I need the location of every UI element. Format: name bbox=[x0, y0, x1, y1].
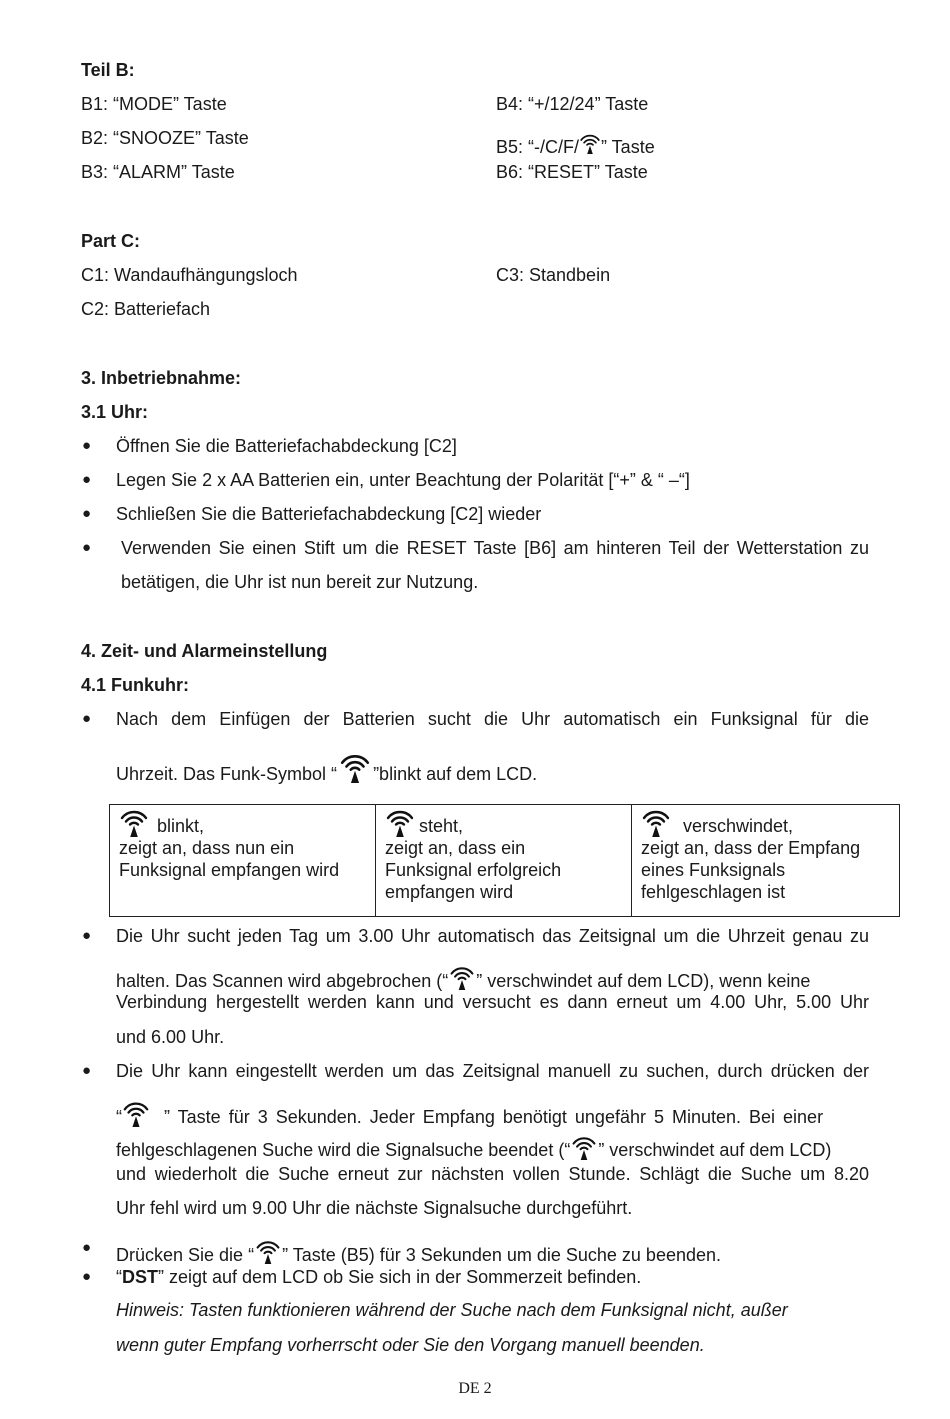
bullet-marker: ● bbox=[82, 1239, 92, 1256]
note-line: wenn guter Empfang vorherrscht oder Sie den Vorgang manuell beenden. bbox=[116, 1335, 705, 1355]
paragraph-line: Die Uhr sucht jeden Tag um 3.00 Uhr automatisch das Zeitsignal um die Uhrzeit genau zu bbox=[116, 926, 869, 946]
text-fragment: “ bbox=[116, 1267, 122, 1287]
note-line: Hinweis: Tasten funktionieren während der Suche nach dem Funksignal nicht, außer bbox=[116, 1300, 788, 1320]
part-b-item-b4: B4: “+/12/24” Taste bbox=[496, 94, 649, 114]
cell-text: Funksignal erfolgreich bbox=[385, 860, 562, 880]
part-b-item-b3: B3: “ALARM” Taste bbox=[81, 162, 235, 182]
table-row bbox=[110, 805, 900, 917]
section-4-heading: 4. Zeit- und Alarmeinstellung bbox=[81, 641, 328, 661]
bullet-marker: ● bbox=[82, 471, 92, 488]
radio-signal-icon bbox=[641, 807, 671, 837]
cell-status-line bbox=[641, 807, 890, 837]
list-item: Legen Sie 2 x AA Batterien ein, unter Beachtung der Polarität [“+” & “ –“] bbox=[116, 470, 690, 490]
paragraph-line bbox=[116, 963, 810, 992]
paragraph-line: Nach dem Einfügen der Batterien sucht die Uhr automatisch ein Funksignal für die bbox=[116, 709, 869, 729]
bullet-marker: ● bbox=[82, 539, 92, 556]
radio-signal-icon bbox=[579, 130, 601, 156]
part-c-item-c3: C3: Standbein bbox=[496, 265, 611, 285]
table-cell bbox=[632, 805, 900, 917]
paragraph-line: Die Uhr kann eingestellt werden um das Zeitsignal manuell zu suchen, durch drücken der bbox=[116, 1061, 869, 1081]
section-4-1-heading: 4.1 Funkuhr: bbox=[81, 675, 190, 695]
bullet-marker: ● bbox=[82, 437, 92, 454]
list-item: Schließen Sie die Batteriefachabdeckung [C2] wieder bbox=[116, 504, 542, 524]
bullet-marker: ● bbox=[82, 1268, 92, 1285]
cell-text: fehlgeschlagen ist bbox=[641, 882, 786, 902]
bullet-marker: ● bbox=[82, 505, 92, 522]
radio-signal-icon bbox=[255, 1237, 281, 1265]
cell-status-text: steht, bbox=[419, 816, 464, 836]
paragraph-line bbox=[116, 751, 537, 785]
cell-status-line bbox=[119, 807, 366, 837]
part-c-item-c2: C2: Batteriefach bbox=[81, 299, 211, 319]
table-cell bbox=[376, 805, 632, 917]
part-b-item-b1: B1: “MODE” Taste bbox=[81, 94, 227, 114]
page-number: DE 2 bbox=[458, 1380, 492, 1397]
list-item: Öffnen Sie die Batteriefachabdeckung [C2] bbox=[116, 436, 457, 456]
cell-text: zeigt an, dass ein bbox=[385, 838, 526, 858]
text-fragment: Drücken Sie die “ bbox=[116, 1245, 255, 1265]
radio-signal-icon bbox=[119, 807, 149, 837]
cell-status-text: blinkt, bbox=[157, 816, 205, 836]
text-fragment: fehlgeschlagenen Suche wird die Signalsuche beendet (“ bbox=[116, 1140, 571, 1160]
section-3-1-heading: 3.1 Uhr: bbox=[81, 402, 149, 422]
paragraph-line: Uhr fehl wird um 9.00 Uhr die nächste Signalsuche durchgeführt. bbox=[116, 1198, 633, 1218]
cell-text: zeigt an, dass der Empfang bbox=[641, 838, 861, 858]
cell-text: Funksignal empfangen wird bbox=[119, 860, 340, 880]
paragraph-line: und 6.00 Uhr. bbox=[116, 1027, 225, 1047]
part-c-heading: Part C: bbox=[81, 231, 141, 251]
paragraph-line: Verbindung hergestellt werden kann und versucht es dann erneut um 4.00 Uhr, 5.00 Uhr bbox=[116, 992, 869, 1012]
paragraph-line bbox=[116, 1134, 831, 1161]
table-cell bbox=[110, 805, 376, 917]
cell-status-line bbox=[385, 807, 622, 837]
paragraph-line bbox=[116, 1266, 641, 1288]
part-b-item-b5 bbox=[496, 130, 655, 158]
text-fragment: Uhrzeit. Das Funk-Symbol “ bbox=[116, 764, 338, 784]
radio-signal-icon bbox=[571, 1134, 597, 1160]
text-fragment: ” Taste für 3 Sekunden. Jeder Empfang benötigt ungefähr 5 Minuten. Bei einer bbox=[164, 1107, 824, 1127]
text-fragment: halten. Das Scannen wird abgebrochen (“ bbox=[116, 971, 449, 991]
part-b-b5-text-pre: B5: “-/C/F/ bbox=[496, 137, 580, 157]
part-b-b5-text-post: ” Taste bbox=[601, 137, 655, 157]
paragraph-line bbox=[116, 1099, 823, 1128]
bullet-marker: ● bbox=[82, 710, 92, 727]
cell-status-text: verschwindet, bbox=[683, 816, 794, 836]
part-b-item-b2: B2: “SNOOZE” Taste bbox=[81, 128, 249, 148]
signal-status-table bbox=[109, 804, 900, 917]
section-3-heading: 3. Inbetriebnahme: bbox=[81, 368, 242, 388]
text-fragment: “ bbox=[116, 1107, 122, 1127]
text-fragment: ” zeigt auf dem LCD ob Sie sich in der Sommerzeit befinden. bbox=[158, 1267, 642, 1287]
text-fragment: ” Taste (B5) für 3 Sekunden um die Suche zu beenden. bbox=[282, 1245, 722, 1265]
cell-text: empfangen wird bbox=[385, 882, 514, 902]
radio-signal-icon bbox=[449, 963, 475, 991]
bullet-marker: ● bbox=[82, 927, 92, 944]
part-c-item-c1: C1: Wandaufhängungsloch bbox=[81, 265, 298, 285]
radio-signal-icon bbox=[122, 1099, 150, 1127]
paragraph-line: und wiederholt die Suche erneut zur nächsten vollen Stunde. Schlägt die Suche um 8.20 bbox=[116, 1164, 869, 1184]
cell-text: eines Funksignals bbox=[641, 860, 786, 880]
text-fragment: ” verschwindet auf dem LCD), wenn keine bbox=[476, 971, 811, 991]
cell-text: zeigt an, dass nun ein bbox=[119, 838, 295, 858]
text-fragment: ”blinkt auf dem LCD. bbox=[373, 764, 538, 784]
part-b-heading: Teil B: bbox=[81, 60, 135, 80]
text-fragment: ” verschwindet auf dem LCD) bbox=[598, 1140, 832, 1160]
part-b-item-b6: B6: “RESET” Taste bbox=[496, 162, 648, 182]
bullet-marker: ● bbox=[82, 1062, 92, 1079]
list-item: Verwenden Sie einen Stift um die RESET Taste [B6] am hinteren Teil der Wetterstation zu betätigen, die Uhr ist nun bereit zur Nutzung. bbox=[121, 538, 869, 592]
radio-signal-icon bbox=[385, 807, 415, 837]
radio-signal-icon bbox=[339, 751, 371, 783]
paragraph-line bbox=[116, 1237, 721, 1266]
dst-label: DST bbox=[122, 1267, 158, 1287]
